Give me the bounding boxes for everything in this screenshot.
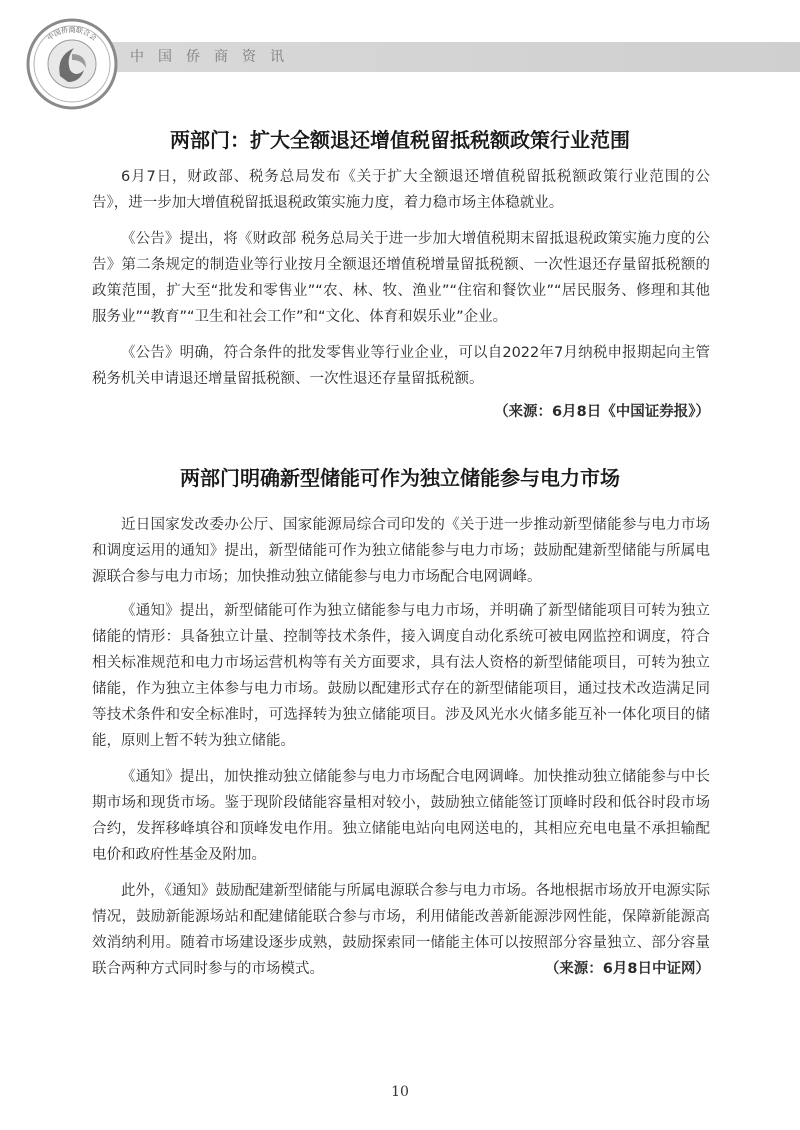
article2-paragraph-3: 《通知》提出，加快推动独立储能参与电力市场配合电网调峰。加快推动独立储能参与中长期市场和现货市场。鉴于现阶段储能容量相对较小，鼓励独立储能签订顶峰时段和低谷时段市场合约，发挥移峰填谷和顶峰发电作用。独立储能电站向电网送电的，其相应充电电量不承担输配电价和政府性基金及附加。 <box>92 769 710 863</box>
article1-paragraph-3: 《公告》明确，符合条件的批发零售业等行业企业，可以自2022年7月纳税申报期起向主管税务机关申请退还增量留抵税额、一次性退还存量留抵税额。 <box>92 345 710 387</box>
article1-title: 两部门：扩大全额退还增值税留抵税额政策行业范围 <box>170 128 630 152</box>
article2-title: 两部门明确新型储能可作为独立储能参与电力市场 <box>180 466 620 490</box>
page-number: 10 <box>391 1084 409 1100</box>
article1-source: （来源：6月8日《中国证券报》） <box>494 404 710 420</box>
header-section-title: 中国侨商资讯 <box>130 49 298 65</box>
article2-paragraph-4 <box>92 878 710 982</box>
logo-icon <box>22 12 122 112</box>
article1-paragraph-1: 6月7日，财政部、税务总局发布《关于扩大全额退还增值税留抵税额政策行业范围的公告》，进一步加大增值税留抵退税政策实施力度，着力稳市场主体稳就业。 <box>92 169 710 211</box>
logo-text: 中国侨商联合会 <box>46 26 98 43</box>
article2-paragraph-1: 近日国家发改委办公厅、国家能源局综合司印发的《关于进一步推动新型储能参与电力市场和调度运用的通知》提出，新型储能可作为独立储能参与电力市场；鼓励配建新型储能与所属电源联合参与电力市场；加快推动独立储能参与电力市场配合电网调峰。 <box>92 517 710 585</box>
article2-paragraph-2: 《通知》提出，新型储能可作为独立储能参与电力市场，并明确了新型储能项目可转为独立储能的情形：具备独立计量、控制等技术条件，接入调度自动化系统可被电网监控和调度，符合相关标准规范和电力市场运营机构等有关方面要求，具有法人资格的新型储能项目，可转为独立储能，作为独立主体参与电力市场。鼓励以配建形式存在的新型储能项目，通过技术改造满足同等技术条件和安全标准时，可选择转为独立储能项目。涉及风光水火储多能互补一体化项目的储能，原则上暂不转为独立储能。 <box>92 603 710 749</box>
article2-source: （来源：6月8日中证网） <box>544 961 710 977</box>
article2-paragraph-4-text: 此外，《通知》鼓励配建新型储能与所属电源联合参与电力市场。各地根据市场放开电源实际情况，鼓励新能源场站和配建储能联合参与市场，利用储能改善新能源涉网性能，保障新能源高效消纳利用。随着市场建设逐步成熟，鼓励探索同一储能主体可以按照部分容量独立、部分容量联合两种方式同时参与的市场模式。 <box>92 883 710 977</box>
article1-paragraph-2: 《公告》提出，将《财政部 税务总局关于进一步加大增值税期末留抵退税政策实施力度的公告》第二条规定的制造业等行业按月全额退还增值税增量留抵税额、一次性退还存量留抵税额的政策范围，扩大至“批发和零售业”“农、林、牧、渔业”“住宿和餐饮业”“居民服务、修理和其他服务业”“教育”“卫生和社会工作”和“文化、体育和娱乐业”企业。 <box>92 231 710 325</box>
